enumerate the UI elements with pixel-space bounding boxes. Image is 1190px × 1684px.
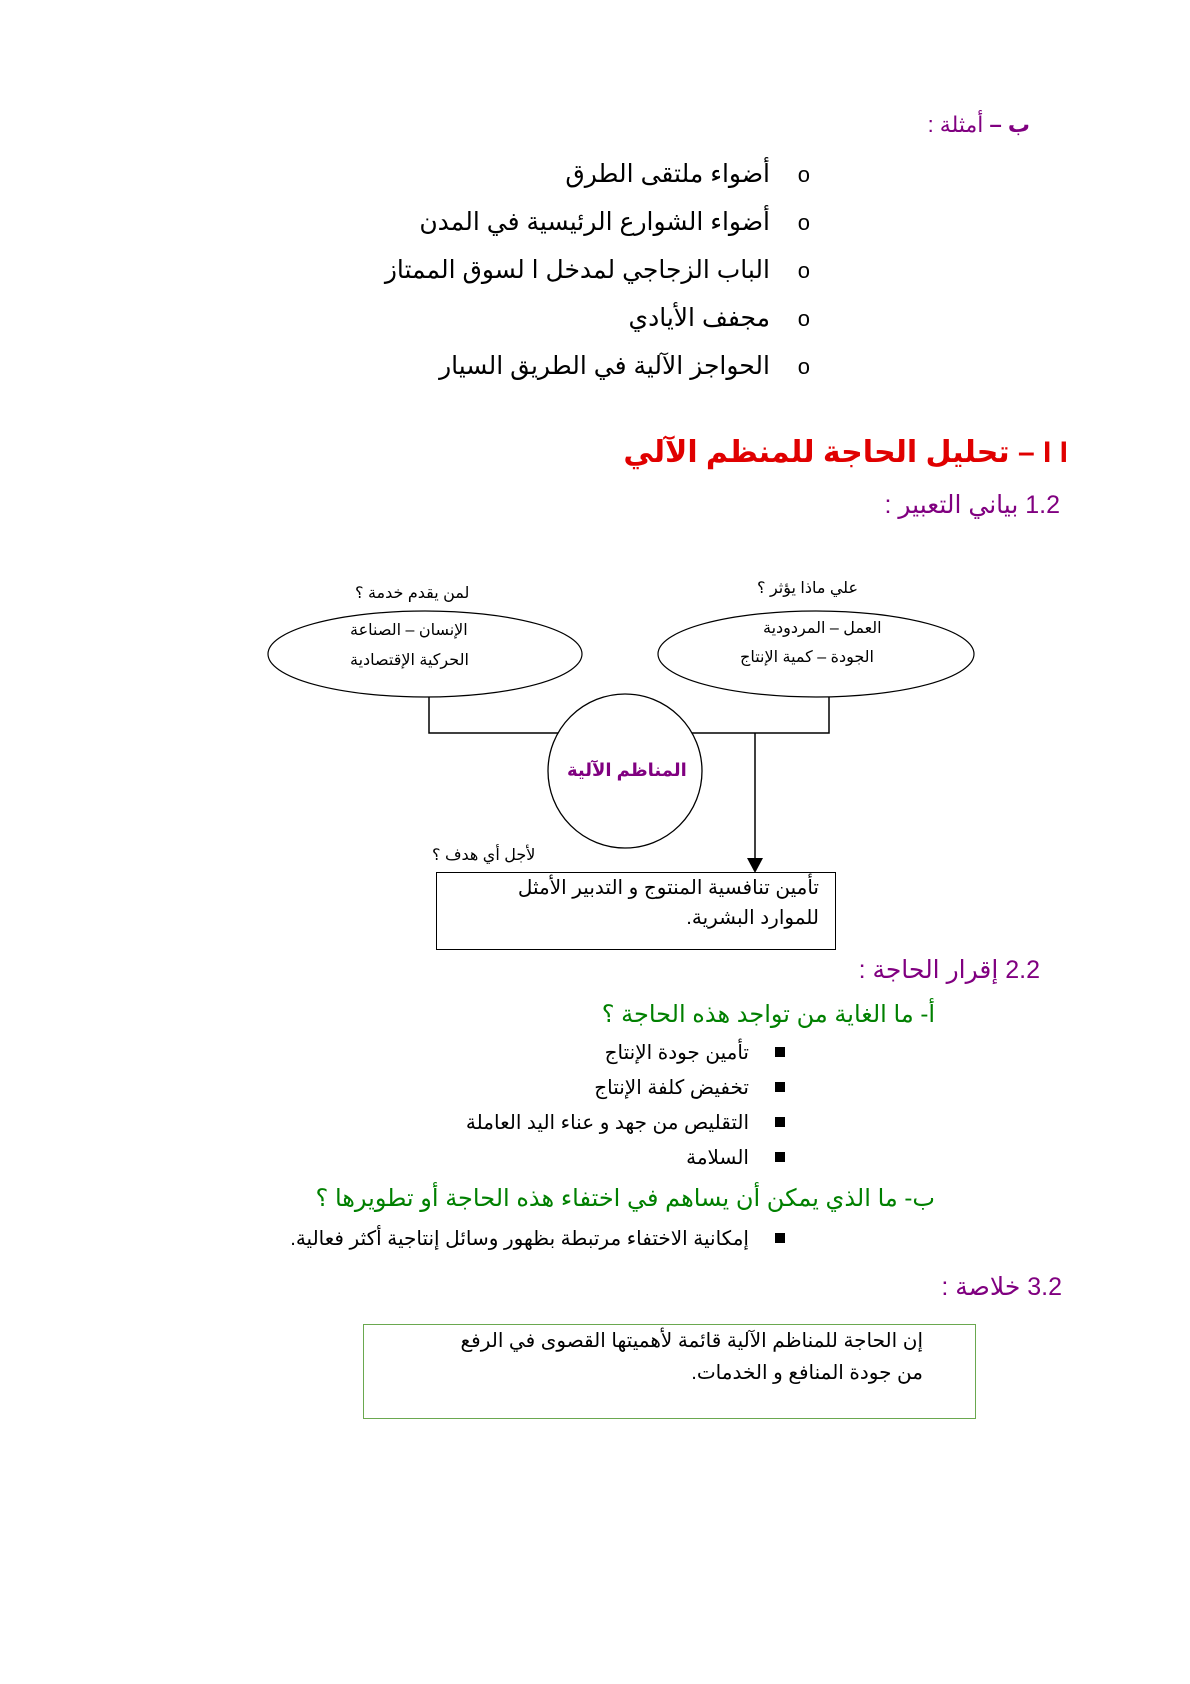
answer-text: إمكانية الاختفاء مرتبطة بظهور وسائل إنتاجية أكثر فعالية. <box>290 1228 749 1250</box>
subsection-conclusion-title: 3.2 خلاصة : <box>941 1273 1062 1301</box>
list-item <box>265 1141 785 1176</box>
list-item <box>45 1222 785 1257</box>
subsection-diagram-title: 1.2 بياني التعبير : <box>884 491 1060 519</box>
question-a: أ- ما الغاية من تواجد هذه الحاجة ؟ <box>601 1001 935 1028</box>
list-item <box>265 1106 785 1141</box>
answer-text: تأمين جودة الإنتاج <box>604 1042 749 1064</box>
circle-bullet-icon: o <box>797 306 810 331</box>
circle-bullet-icon: o <box>797 354 810 379</box>
examples-heading-dash: – <box>983 112 1008 137</box>
list-item <box>265 1036 785 1071</box>
right-question: علي ماذا يؤثر ؟ <box>757 580 859 597</box>
left-line-2: الحركية الإقتصادية <box>350 652 469 669</box>
section-title: I I – تحليل الحاجة للمنظم الآلي <box>623 436 1068 469</box>
examples-heading-text: أمثلة : <box>927 112 984 137</box>
answer-text: تخفيض كلفة الإنتاج <box>594 1077 749 1099</box>
examples-heading-letter: ب <box>1007 112 1030 137</box>
example-text: مجفف الأيادي <box>628 304 770 332</box>
list-item <box>265 1071 785 1106</box>
question-b: ب- ما الذي يمكن أن يساهم في اختفاء هذه الحاجة أو تطويرها ؟ <box>315 1185 935 1212</box>
example-text: الباب الزجاجي لمدخل ا لسوق الممتاز <box>384 256 770 284</box>
right-line-1: العمل – المردودية <box>763 620 882 637</box>
example-text: أضواء ملتقى الطرق <box>565 160 770 188</box>
arrow-down-icon <box>747 858 763 873</box>
square-bullet-icon <box>775 1233 785 1243</box>
goal-line-1: تأمين تنافسية المنتوج و التدبير الأمثل <box>517 877 819 899</box>
square-bullet-icon <box>775 1047 785 1057</box>
square-bullet-icon <box>775 1117 785 1127</box>
answer-text: التقليص من جهد و عناء اليد العاملة <box>465 1112 749 1134</box>
conclusion-line-1: إن الحاجة للمناظم الآلية قائمة لأهميتها القصوى في الرفع <box>460 1330 923 1352</box>
conclusion-box <box>363 1324 976 1419</box>
subsection-needs-title: 2.2 إقرار الحاجة : <box>858 956 1040 984</box>
left-question: لمن يقدم خدمة ؟ <box>355 585 470 602</box>
right-line-2: الجودة – كمية الإنتاج <box>740 649 874 666</box>
center-label: المناظم الآلية <box>567 760 687 780</box>
example-text: أضواء الشوارع الرئيسية في المدن <box>419 208 770 236</box>
circle-bullet-icon: o <box>797 162 810 187</box>
goal-question: لأجل أي هدف ؟ <box>432 847 536 864</box>
square-bullet-icon <box>775 1152 785 1162</box>
answers-b-list <box>45 1222 785 1257</box>
answers-a-list <box>265 1036 785 1176</box>
goal-line-2: للموارد البشرية. <box>686 907 819 929</box>
goal-box <box>436 872 836 950</box>
conclusion-line-2: من جودة المنافع و الخدمات. <box>691 1362 923 1384</box>
circle-bullet-icon: o <box>797 210 810 235</box>
circle-bullet-icon: o <box>797 258 810 283</box>
answer-text: السلامة <box>686 1147 749 1169</box>
square-bullet-icon <box>775 1082 785 1092</box>
example-text: الحواجز الآلية في الطريق السيار <box>439 352 770 380</box>
left-line-1: الإنسان – الصناعة <box>350 622 468 639</box>
